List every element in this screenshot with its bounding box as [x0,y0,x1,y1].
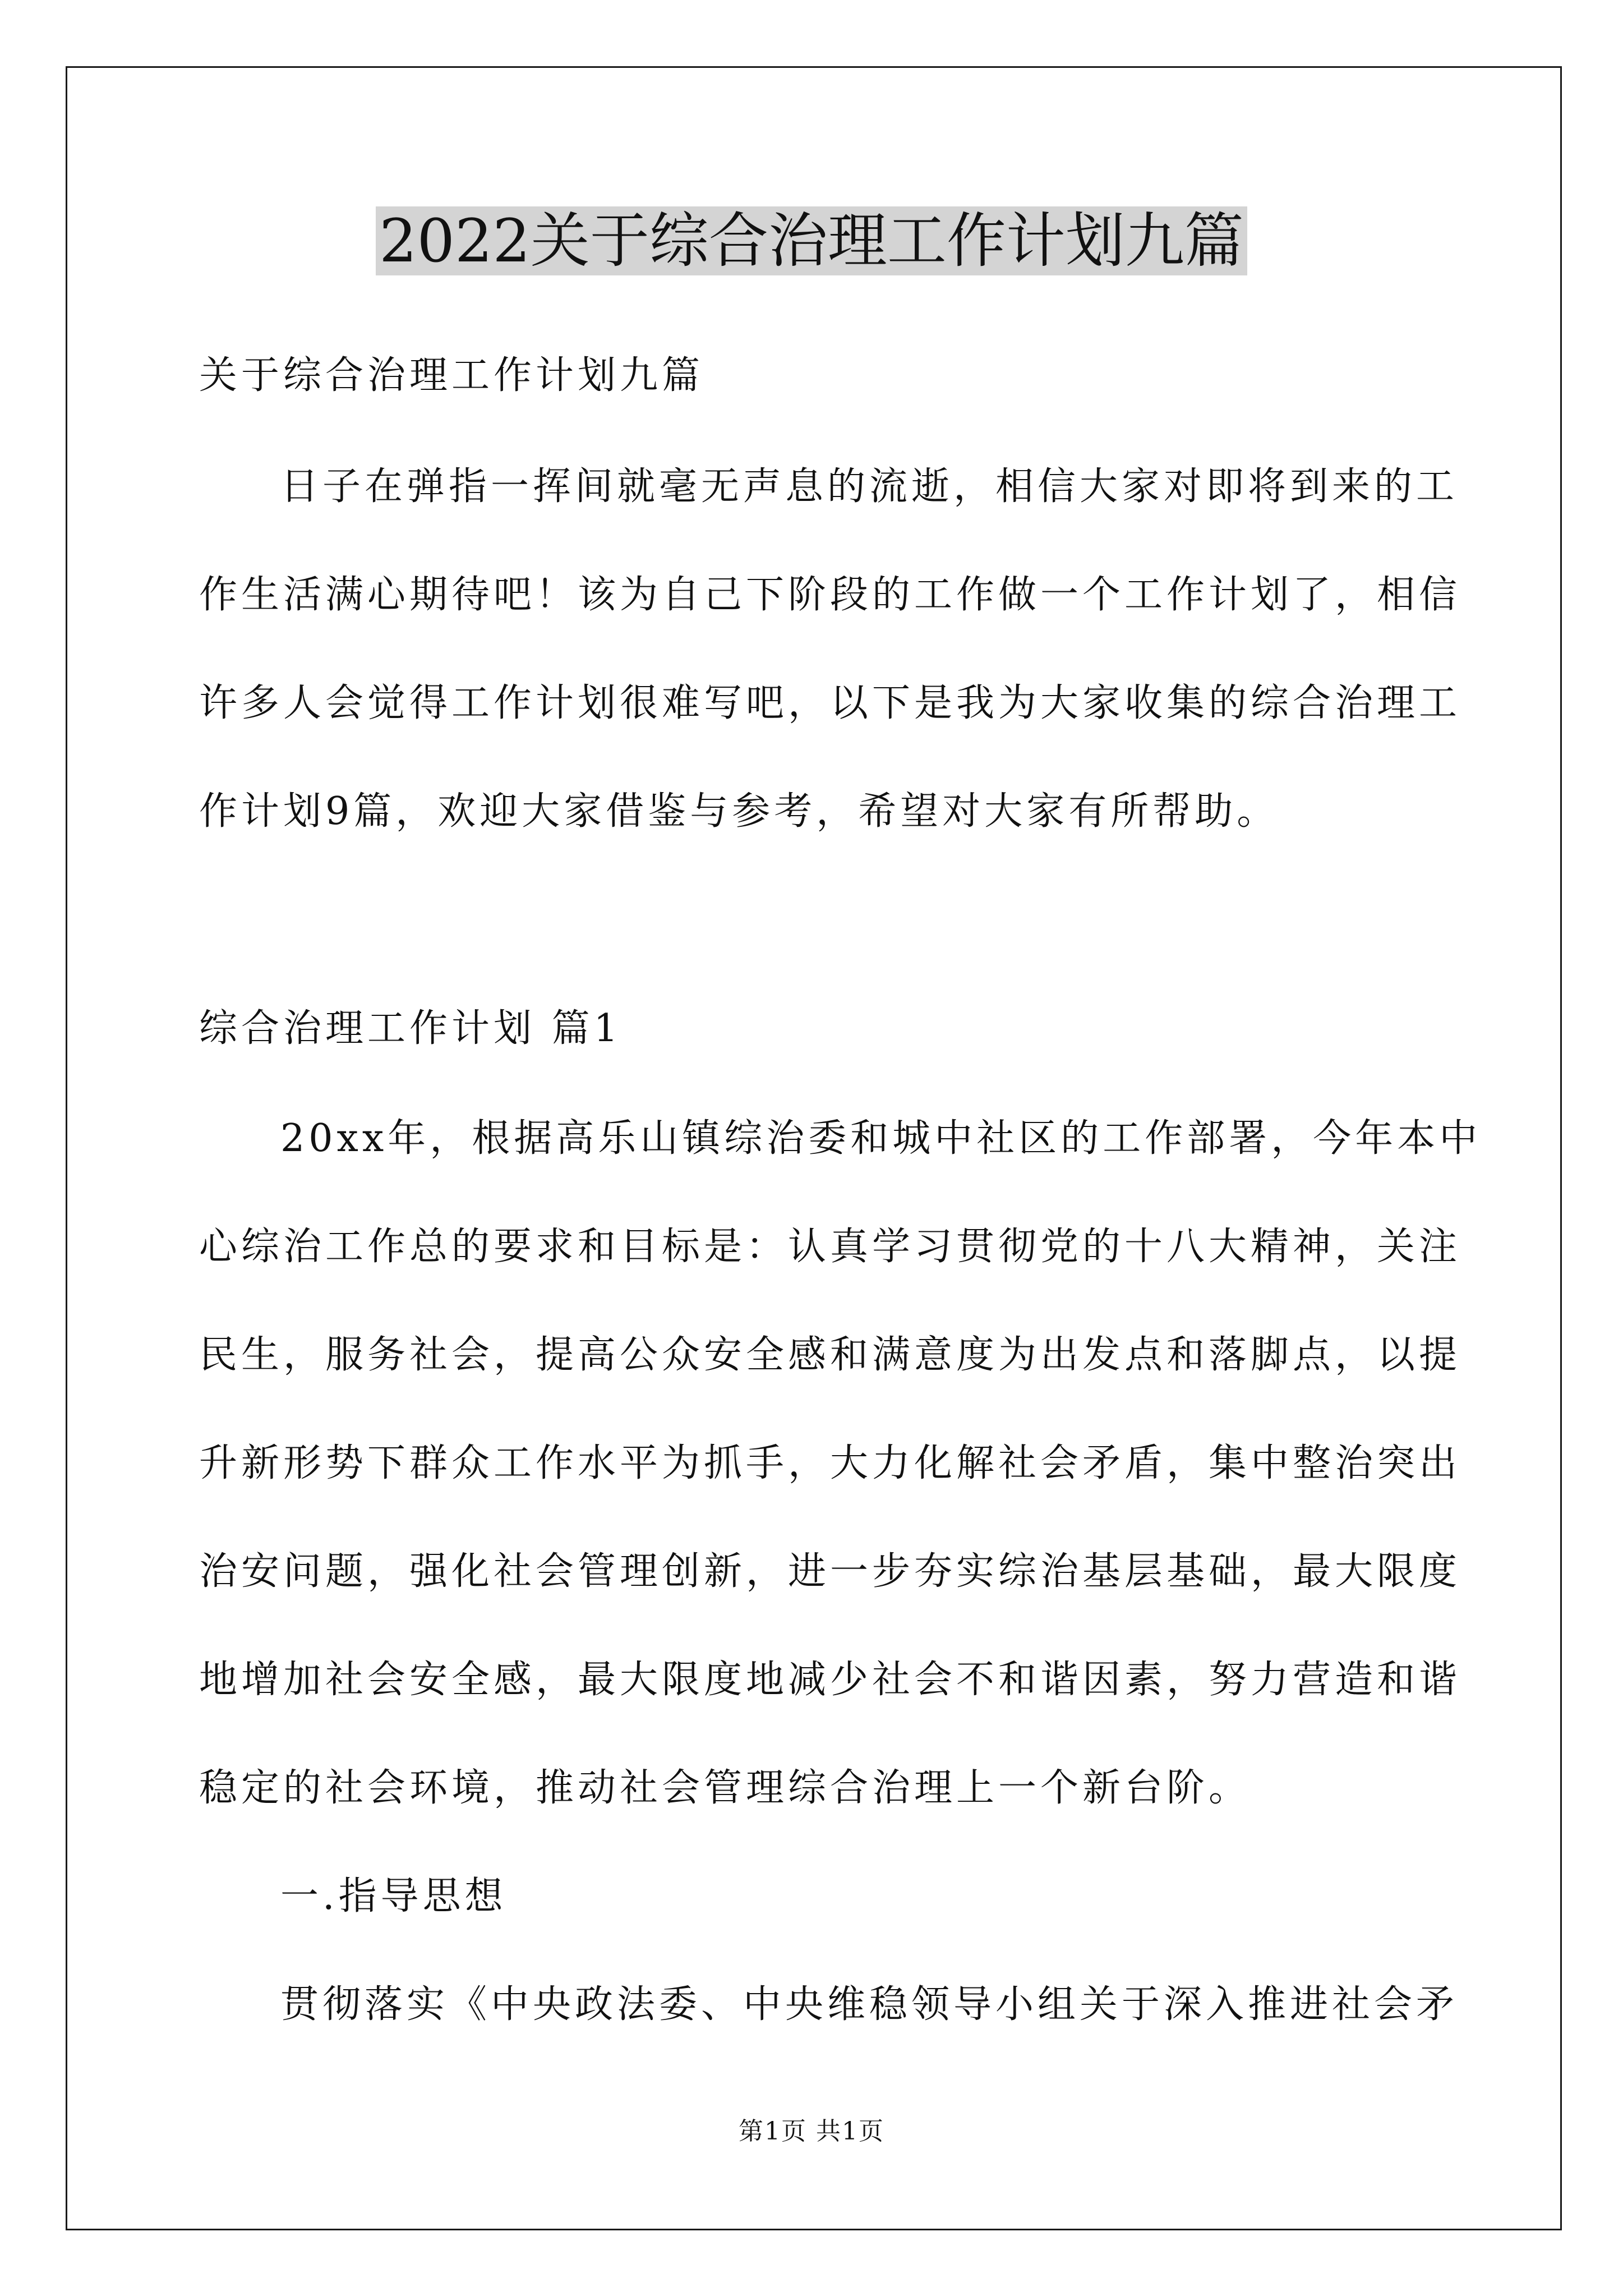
page-number: 第1页 共1页 [739,2117,884,2146]
body-paragraph-line: 地增加社会安全感，最大限度地减少社会不和谐因素，努力营造和谐 [199,1658,1461,1702]
intro-paragraph-line: 作生活满心期待吧！该为自己下阶段的工作做一个工作计划了，相信 [199,573,1461,617]
body-paragraph-line: 心综治工作总的要求和目标是：认真学习贯彻党的十八大精神，关注 [199,1225,1461,1269]
section-heading: 综合治理工作计划 篇1 [199,1006,622,1051]
document-title-text: 2022关于综合治理工作计划九篇 [376,206,1247,275]
document-title [0,199,1623,283]
body-paragraph-line: 稳定的社会环境，推动社会管理综合治理上一个新台阶。 [199,1766,1251,1810]
intro-paragraph-line: 许多人会觉得工作计划很难写吧，以下是我为大家收集的综合治理工 [199,681,1461,725]
body-paragraph-line: 贯彻落实《中央政法委、中央维稳领导小组关于深入推进社会矛 [280,1982,1459,2027]
body-paragraph-line: 民生，服务社会，提高公众安全感和满意度为出发点和落脚点，以提 [199,1333,1461,1377]
body-paragraph-line: 升新形势下群众工作水平为抓手，大力化解社会矛盾，集中整治突出 [199,1441,1461,1485]
body-paragraph-line: 20xx年，根据高乐山镇综治委和城中社区的工作部署，今年本中 [280,1116,1482,1161]
intro-paragraph-line: 日子在弹指一挥间就毫无声息的流逝，相信大家对即将到来的工 [280,464,1459,509]
subheading: 一.指导思想 [280,1874,507,1918]
intro-paragraph-line: 作计划9篇，欢迎大家借鉴与参考，希望对大家有所帮助。 [199,789,1279,834]
body-paragraph-line: 治安问题，强化社会管理创新，进一步夯实综治基层基础，最大限度 [199,1549,1461,1594]
document-subtitle: 关于综合治理工作计划九篇 [199,353,704,398]
